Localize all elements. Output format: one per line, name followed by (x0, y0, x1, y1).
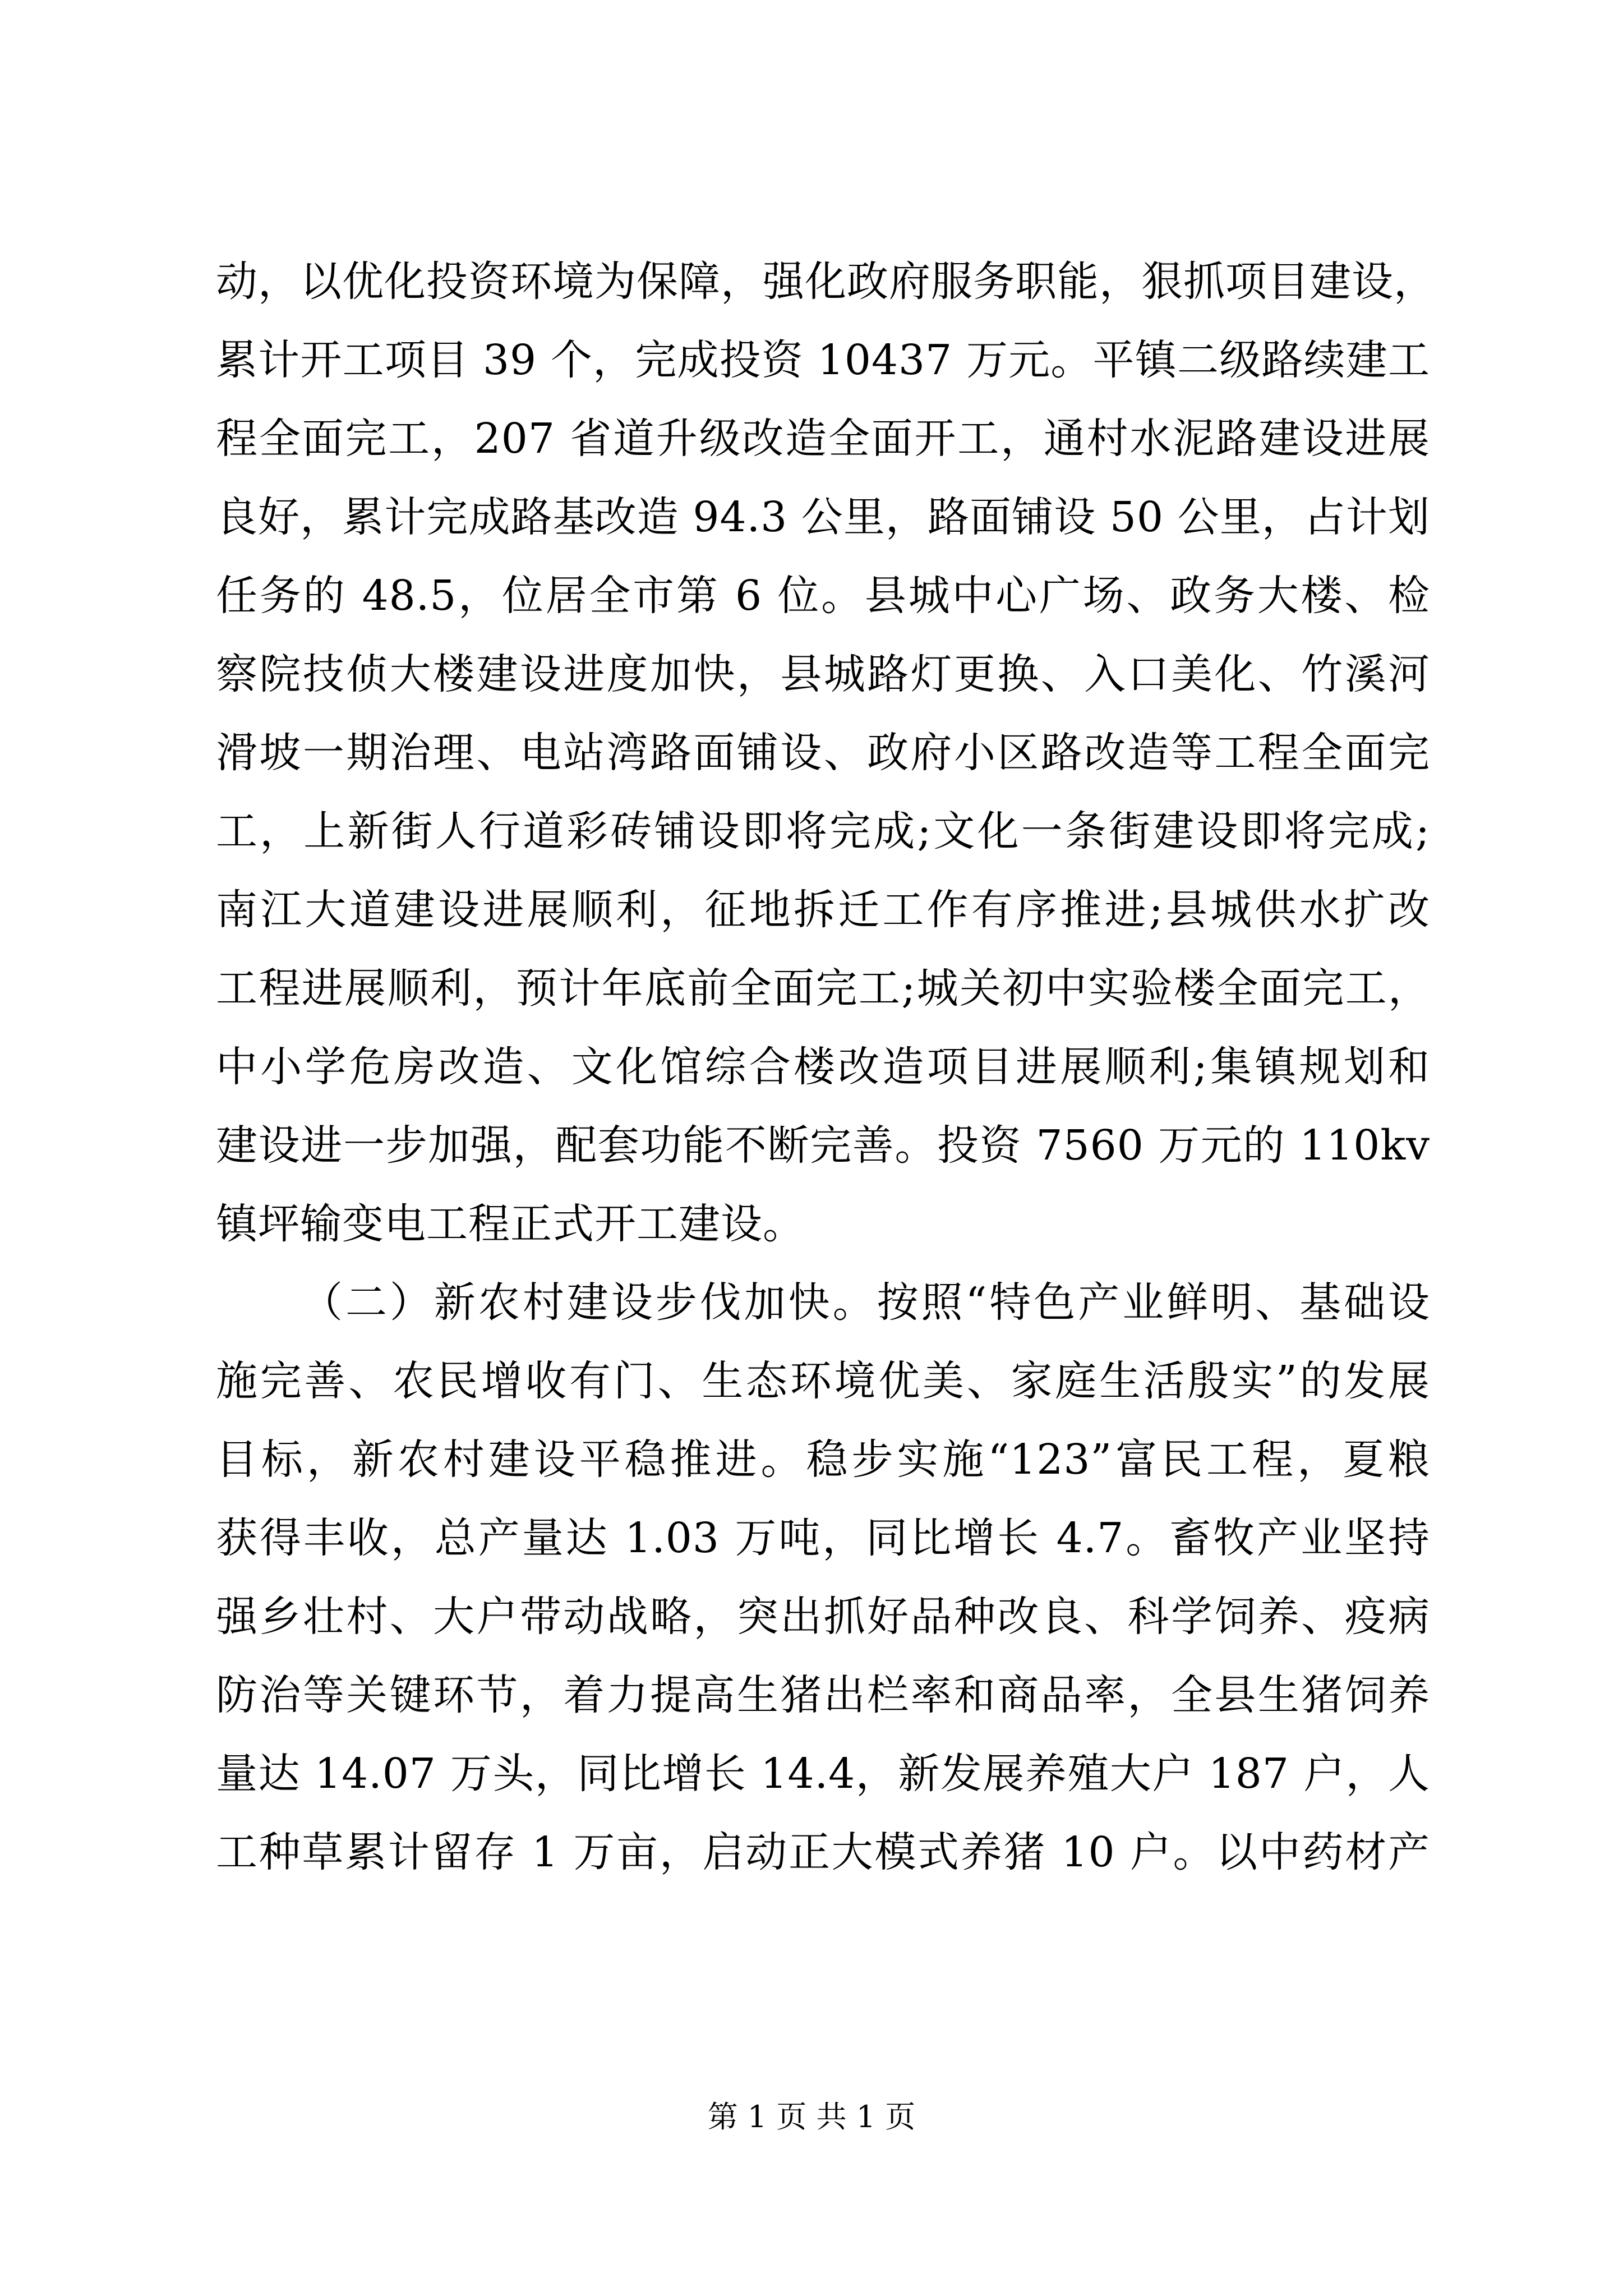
text-line: 良好，累计完成路基改造 94.3 公里，路面铺设 50 公里，占计划 (216, 493, 1430, 541)
text-line: 中小学危房改造、文化馆综合楼改造项目进展顺利;集镇规划和 (216, 1043, 1430, 1091)
text-line: 获得丰收，总产量达 1.03 万吨，同比增长 4.7。畜牧产业坚持 (216, 1514, 1430, 1562)
text-line: 防治等关键环节，着力提高生猪出栏率和商品率，全县生猪饲养 (216, 1671, 1430, 1719)
text-line: 南江大道建设进展顺利，征地拆迁工作有序推进;县城供水扩改 (216, 886, 1430, 934)
text-line: 建设进一步加强，配套功能不断完善。投资 7560 万元的 110kv (216, 1121, 1430, 1170)
text-line: 镇坪输变电工程正式开工建设。 (216, 1200, 805, 1248)
text-line: （二）新农村建设步伐加快。按照“特色产业鲜明、基础设 (301, 1278, 1430, 1327)
text-line: 动，以优化投资环境为保障，强化政府服务职能，狠抓项目建设， (216, 257, 1436, 306)
text-line: 任务的 48.5，位居全市第 6 位。县城中心广场、政务大楼、检 (216, 572, 1430, 620)
text-line: 工程进展顺利，预计年底前全面完工;城关初中实验楼全面完工， (216, 964, 1430, 1013)
text-line: 量达 14.07 万头，同比增长 14.4，新发展养殖大户 187 户，人 (216, 1750, 1430, 1798)
text-line: 工，上新街人行道彩砖铺设即将完成;文化一条街建设即将完成; (216, 807, 1430, 855)
text-line: 施完善、农民增收有门、生态环境优美、家庭生活殷实”的发展 (216, 1357, 1430, 1405)
text-line: 滑坡一期治理、电站湾路面铺设、政府小区路改造等工程全面完 (216, 729, 1430, 777)
page-number-footer: 第 1 页 共 1 页 (707, 2099, 916, 2134)
text-line: 强乡壮村、大户带动战略，突出抓好品种改良、科学饲养、疫病 (216, 1593, 1430, 1641)
document-body (216, 242, 1436, 1892)
text-line: 程全面完工，207 省道升级改造全面开工，通村水泥路建设进展 (216, 415, 1430, 463)
text-line: 目标，新农村建设平稳推进。稳步实施“123”富民工程，夏粮 (216, 1435, 1430, 1484)
text-line: 累计开工项目 39 个，完成投资 10437 万元。平镇二级路续建工 (216, 336, 1430, 384)
text-line: 工种草累计留存 1 万亩，启动正大模式养猪 10 户。以中药材产 (216, 1828, 1430, 1876)
text-line: 察院技侦大楼建设进度加快，县城路灯更换、入口美化、竹溪河 (216, 650, 1430, 698)
